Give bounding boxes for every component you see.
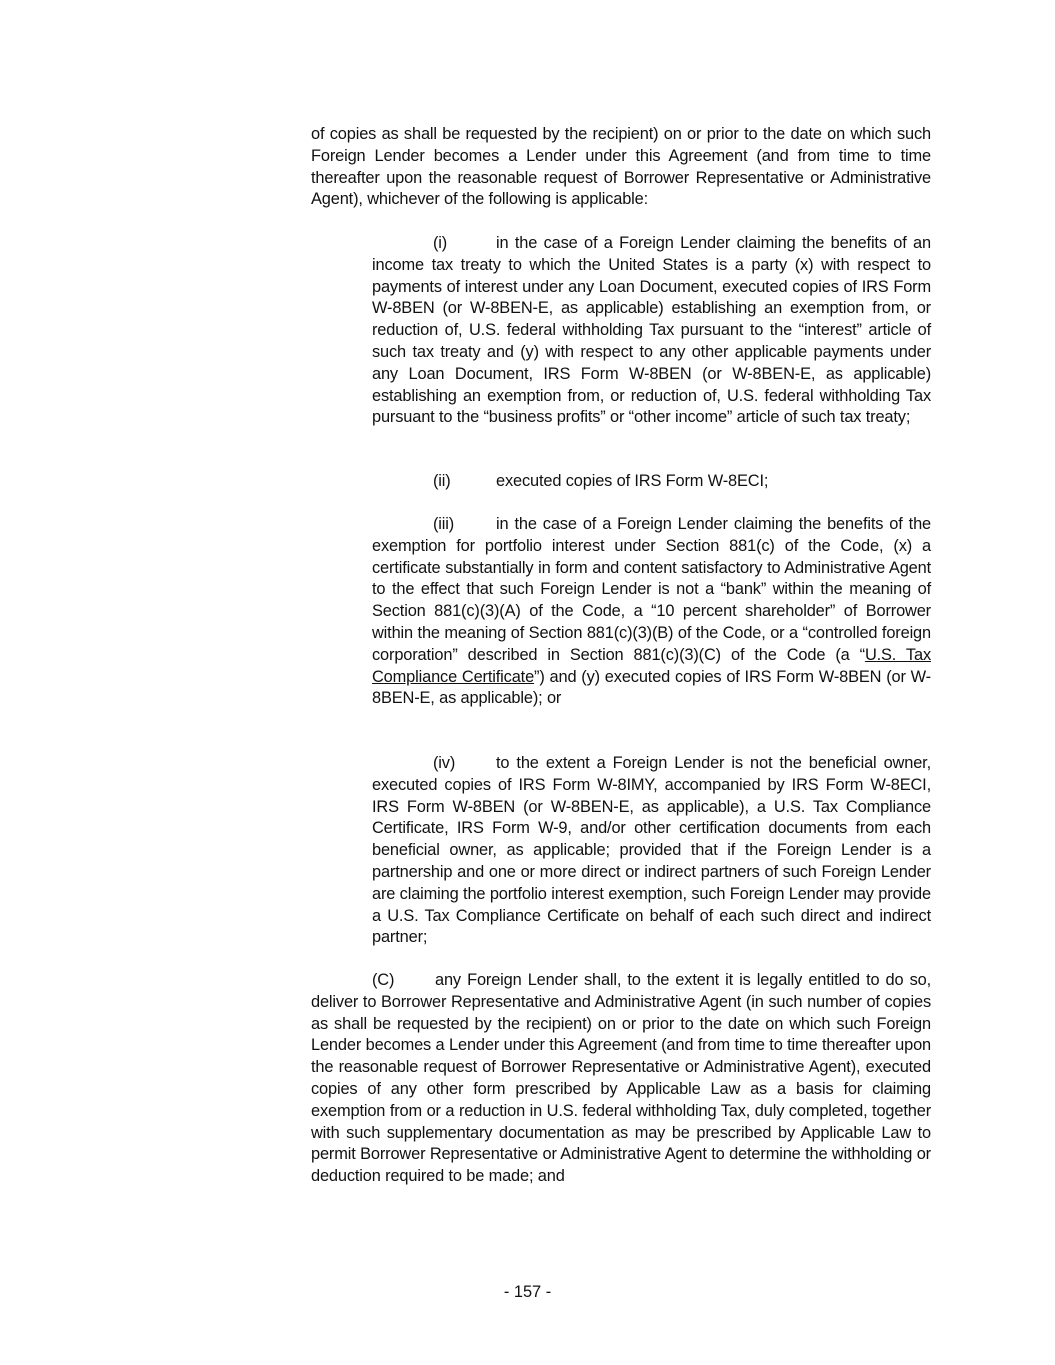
clause-number: (C) xyxy=(372,971,395,989)
page-number: - 157 - xyxy=(503,1283,552,1301)
item-text: to the extent a Foreign Lender is not the beneficial owner, executed copies of IRS Form W-8IMY, accompanied by IRS Form W-8ECI, IRS Form W-8BEN (or W-8BEN-E, as applicable), a U.S. Tax Compliance Certificate, IRS Form W-9, and/or other certification documents from each beneficial owner, as applicable; provided that if the Foreign Lender is a partnership and one or more direct or indirect partners of such Foreign Lender are claiming the portfolio interest exemption, such Foreign Lender may provide a U.S. Tax Compliance Certificate on behalf of each such direct and indirect partner; xyxy=(372,754,931,947)
item-text-before: in the case of a Foreign Lender claiming the benefits of the exemption for portfolio interest under Section 881(c) of the Code, (x) a certificate substantially in form and content satisfactory to Administrative Agent to the effect that such Foreign Lender is not a “bank” within the meaning of Section 881(c)(3)(A) of the Code, a “10 percent shareholder” of Borrower within the meaning of Section 881(c)(3)(B) of the Code, or a “controlled foreign corporation” described in Section 881(c)(3)(C) of the Code (a “ xyxy=(372,515,931,664)
list-item-i xyxy=(372,233,931,429)
clause-c-paragraph xyxy=(311,970,931,1188)
clause-text: any Foreign Lender shall, to the extent it is legally entitled to do so, deliver to Borrower Representative and Administrative Agent (in such number of copies as shall be requested by the recipient) on or prior to the date on which such Foreign Lender becomes a Lender under this Agreement (and from time to time thereafter upon the reasonable request of Borrower Representative or Administrative Agent), executed copies of any other form prescribed by Applicable Law as a basis for claiming exemption from or a reduction in U.S. federal withholding Tax, duly completed, together with such supplementary documentation as may be prescribed by Applicable Law to permit Borrower Representative or Administrative Agent to determine the withholding or deduction required to be made; and xyxy=(311,971,931,1186)
list-item-iii xyxy=(372,514,931,710)
item-text-after: ”) and (y) executed copies of IRS Form W-8BEN (or W-8BEN-E, as applicable); or xyxy=(372,667,931,708)
item-number: (iii) xyxy=(433,515,455,533)
item-number: (i) xyxy=(433,234,448,252)
item-number: (iv) xyxy=(433,754,456,772)
intro-paragraph: of copies as shall be requested by the recipient) on or prior to the date on which such Foreign Lender becomes a Lender under this Agreement (and from time to time thereafter upon the reasonable request of Borrower Representative or Administrative Agent), whichever of the following is applicable: xyxy=(311,125,931,209)
item-text: executed copies of IRS Form W-8ECI; xyxy=(496,472,769,490)
defined-term: U.S. Tax Compliance Certificate xyxy=(372,645,931,686)
item-text: in the case of a Foreign Lender claiming the benefits of an income tax treaty to which the United States is a party (x) with respect to payments of interest under any Loan Document, executed copies of IRS Form W-8BEN (or W-8BEN-E, as applicable) establishing an exemption from, or reduction of, U.S. federal withholding Tax pursuant to the “interest” article of such tax treaty and (y) with respect to any other applicable payments under any Loan Document, IRS Form W-8BEN (or W-8BEN-E, as applicable) establishing an exemption from, or reduction of, U.S. federal withholding Tax pursuant to the “business profits” or “other income” article of such tax treaty; xyxy=(372,234,931,427)
item-number: (ii) xyxy=(433,472,451,490)
list-item-ii xyxy=(372,471,931,493)
list-item-iv xyxy=(372,753,931,949)
